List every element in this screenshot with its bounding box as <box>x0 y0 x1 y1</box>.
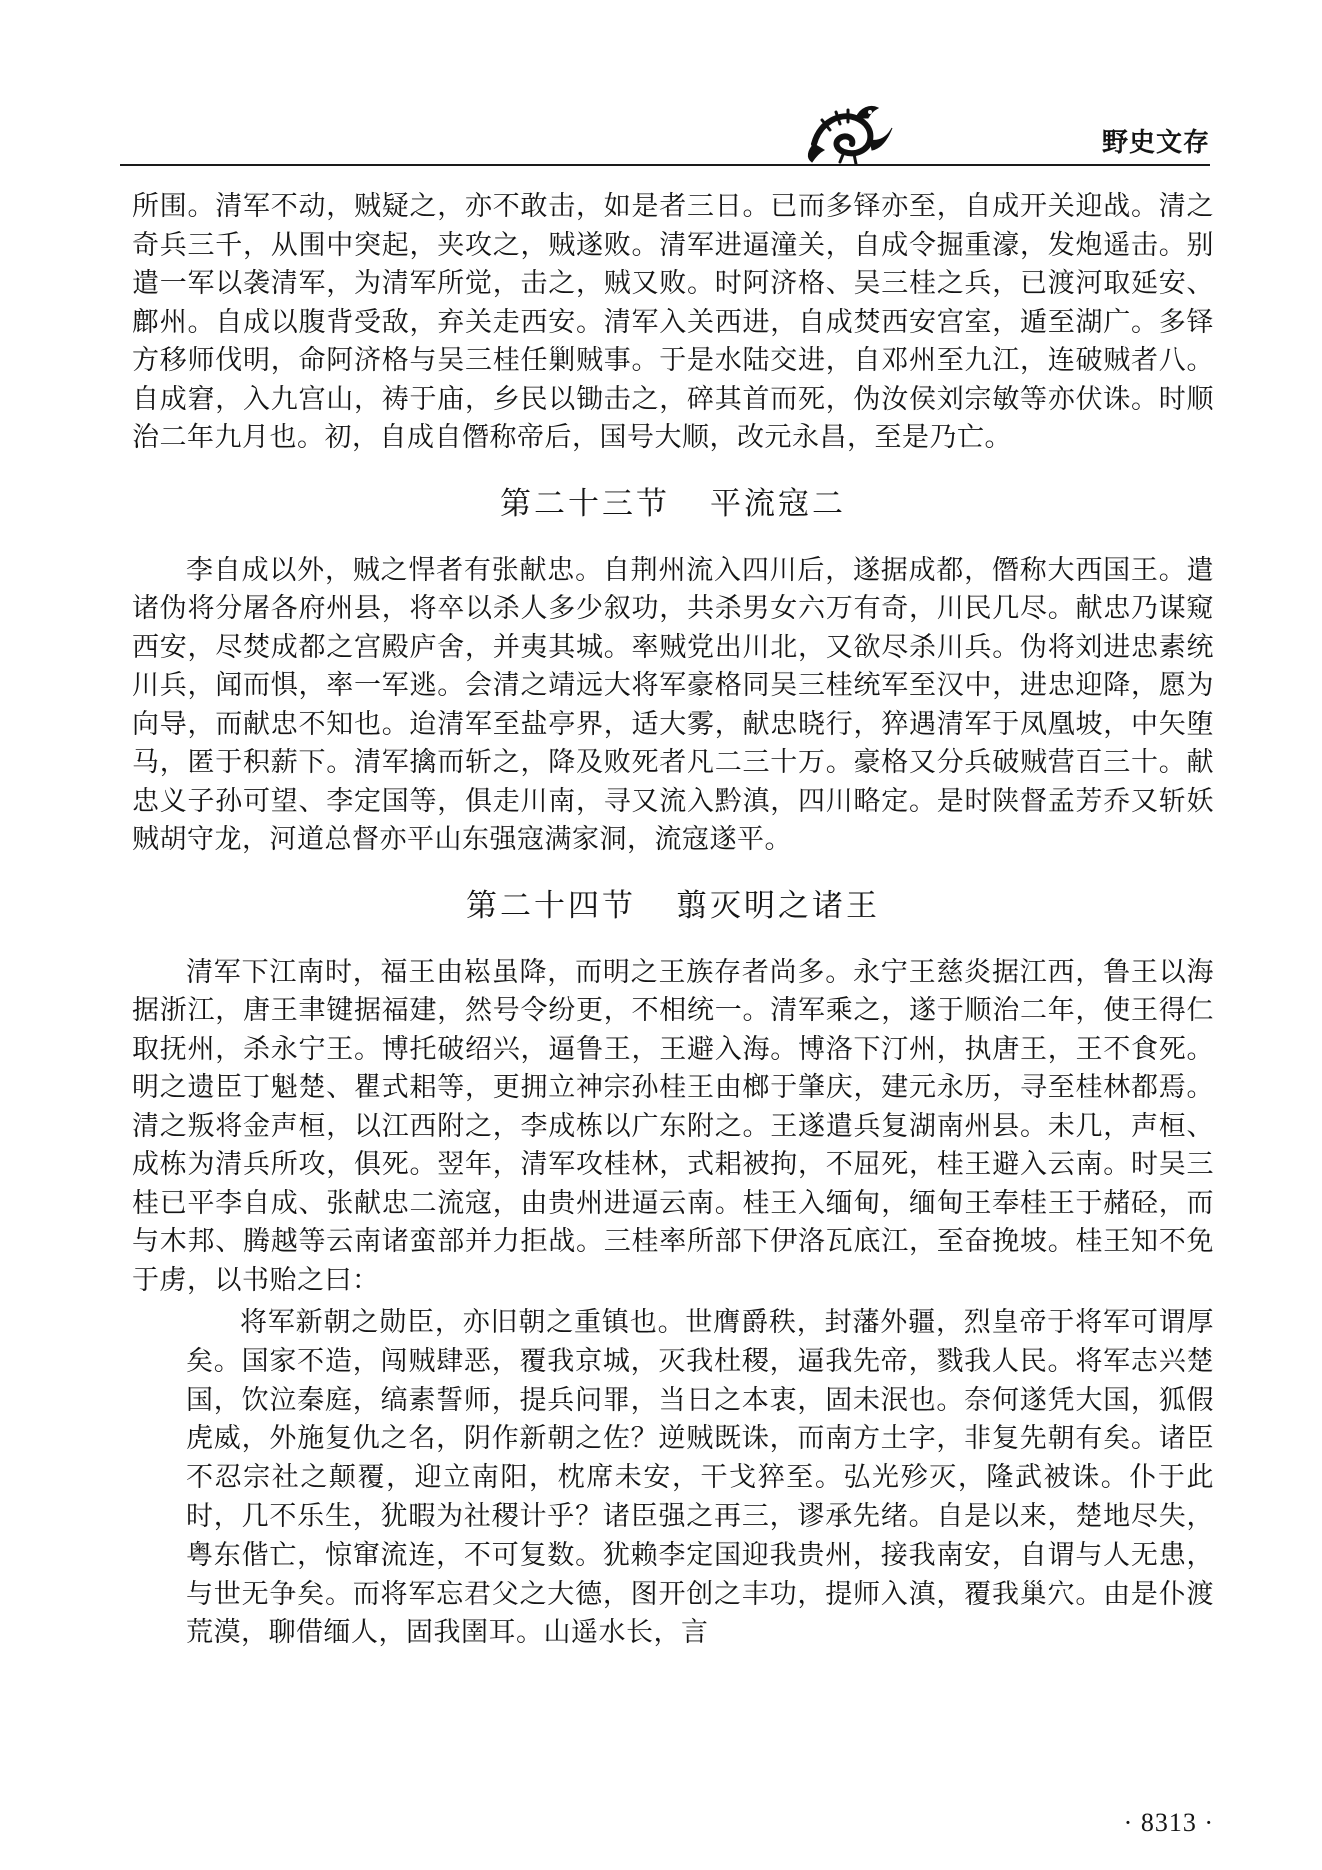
section-heading-23 <box>132 484 1214 524</box>
paragraph-section-24: 清军下江南时，福王由崧虽降，而明之王族存者尚多。永宁王慈炎据江西，鲁王以海据浙江，唐王聿键据福建，然号令纷更，不相统一。清军乘之，遂于顺治二年，使王得仁取抚州，杀永宁王。博托破绍兴，逼鲁王，王避入海。博洛下汀州，执唐王，王不食死。明之遗臣丁魁楚、瞿式耜等，更拥立神宗孙桂王由榔于肇庆，建元永历，寻至桂林都焉。清之叛将金声桓，以江西附之，李成栋以广东附之。王遂遣兵复湖南州县。未几，声桓、成栋为清兵所攻，俱死。翌年，清军攻桂林，式耜被拘，不屈死，桂王避入云南。时吴三桂已平李自成、张献忠二流寇，由贵州进逼云南。桂王入缅甸，缅甸王奉桂王于赭硁，而与木邦、腾越等云南诸蛮部并力拒战。三桂率所部下伊洛瓦底江，至奋挽坡。桂王知不免于虏，以书贻之曰： <box>132 956 1214 1296</box>
section-name: 平流寇二 <box>710 485 846 522</box>
paragraph-continuation: 所围。清军不动，贼疑之，亦不敢击，如是者三日。已而多铎亦至，自成开关迎战。清之奇兵三千，从围中突起，夹攻之，贼遂败。清军进逼潼关，自成令掘重濠，发炮遥击。别遣一军以袭清军，为清军所觉，击之，贼又败。时阿济格、吴三桂之兵，已渡河取延安、鄜州。自成以腹背受敌，弃关走西安。清军入关西进，自成焚西安宫室，遁至湖广。多铎方移师伐明，命阿济格与吴三桂任剿贼事。于是水陆交进，自邓州至九江，连破贼者八。自成窘，入九宫山，祷于庙，乡民以锄击之，碎其首而死，伪汝侯刘宗敏等亦伏诛。时顺治二年九月也。初，自成自僭称帝后，国号大顺，改元永昌，至是乃亡。 <box>132 191 1214 453</box>
running-title: 野史文存 <box>1101 128 1210 158</box>
quoted-letter: 将军新朝之勋臣，亦旧朝之重镇也。世膺爵秩，封藩外疆，烈皇帝于将军可谓厚矣。国家不造，闯贼肆恶，覆我京城，灭我杜稷，逼我先帝，戮我人民。将军志兴楚国，饮泣秦庭，缟素誓师，提兵问罪，当日之本衷，固未泯也。奈何遂凭大国，狐假虎威，外施复仇之名，阴作新朝之佐？逆贼既诛，而南方土字，非复先朝有矣。诸臣不忍宗社之颠覆，迎立南阳，枕席未安，干戈猝至。弘光殄灭，隆武被诛。仆于此时，几不乐生，犹暇为社稷计乎？诸臣强之再三，谬承先绪。自是以来，楚地尽失，粤东偕亡，惊窜流连，不可复数。犹赖李定国迎我贵州，接我南安，自谓与人无患，与世无争矣。而将军忘君父之大德，图开创之丰功，提师入滇，覆我巢穴。由是仆渡荒漠，聊借缅人，固我圉耳。山遥水长，言 <box>186 1307 1214 1649</box>
section-heading-24 <box>132 886 1214 926</box>
page-number: · 8313 · <box>1123 1808 1214 1837</box>
page-header <box>120 100 1210 176</box>
section-number: 第二十四节 <box>466 887 636 924</box>
section-name: 翦灭明之诸王 <box>676 887 880 924</box>
dragon-emblem-icon <box>800 100 896 166</box>
header-rule <box>120 164 1210 166</box>
page-content <box>132 188 1214 1653</box>
paragraph-section-23: 李自成以外，贼之悍者有张献忠。自荆州流入四川后，遂据成都，僭称大西国王。遣诸伪将分屠各府州县，将卒以杀人多少叙功，共杀男女六万有奇，川民几尽。献忠乃谋窥西安，尽焚成都之宫殿庐舍，并夷其城。率贼党出川北，又欲尽杀川兵。伪将刘进忠素统川兵，闻而惧，率一军逃。会清之靖远大将军豪格同吴三桂统军至汉中，进忠迎降，愿为向导，而献忠不知也。迨清军至盐亭界，适大雾，献忠晓行，猝遇清军于凤凰坡，中矢堕马，匿于积薪下。清军擒而斩之，降及败死者凡二三十万。豪格又分兵破贼营百三十。献忠义子孙可望、李定国等，俱走川南，寻又流入黔滇，四川略定。是时陕督孟芳乔又斩妖贼胡守龙，河道总督亦平山东强寇满家洞，流寇遂平。 <box>132 554 1214 855</box>
section-number: 第二十三节 <box>500 485 670 522</box>
